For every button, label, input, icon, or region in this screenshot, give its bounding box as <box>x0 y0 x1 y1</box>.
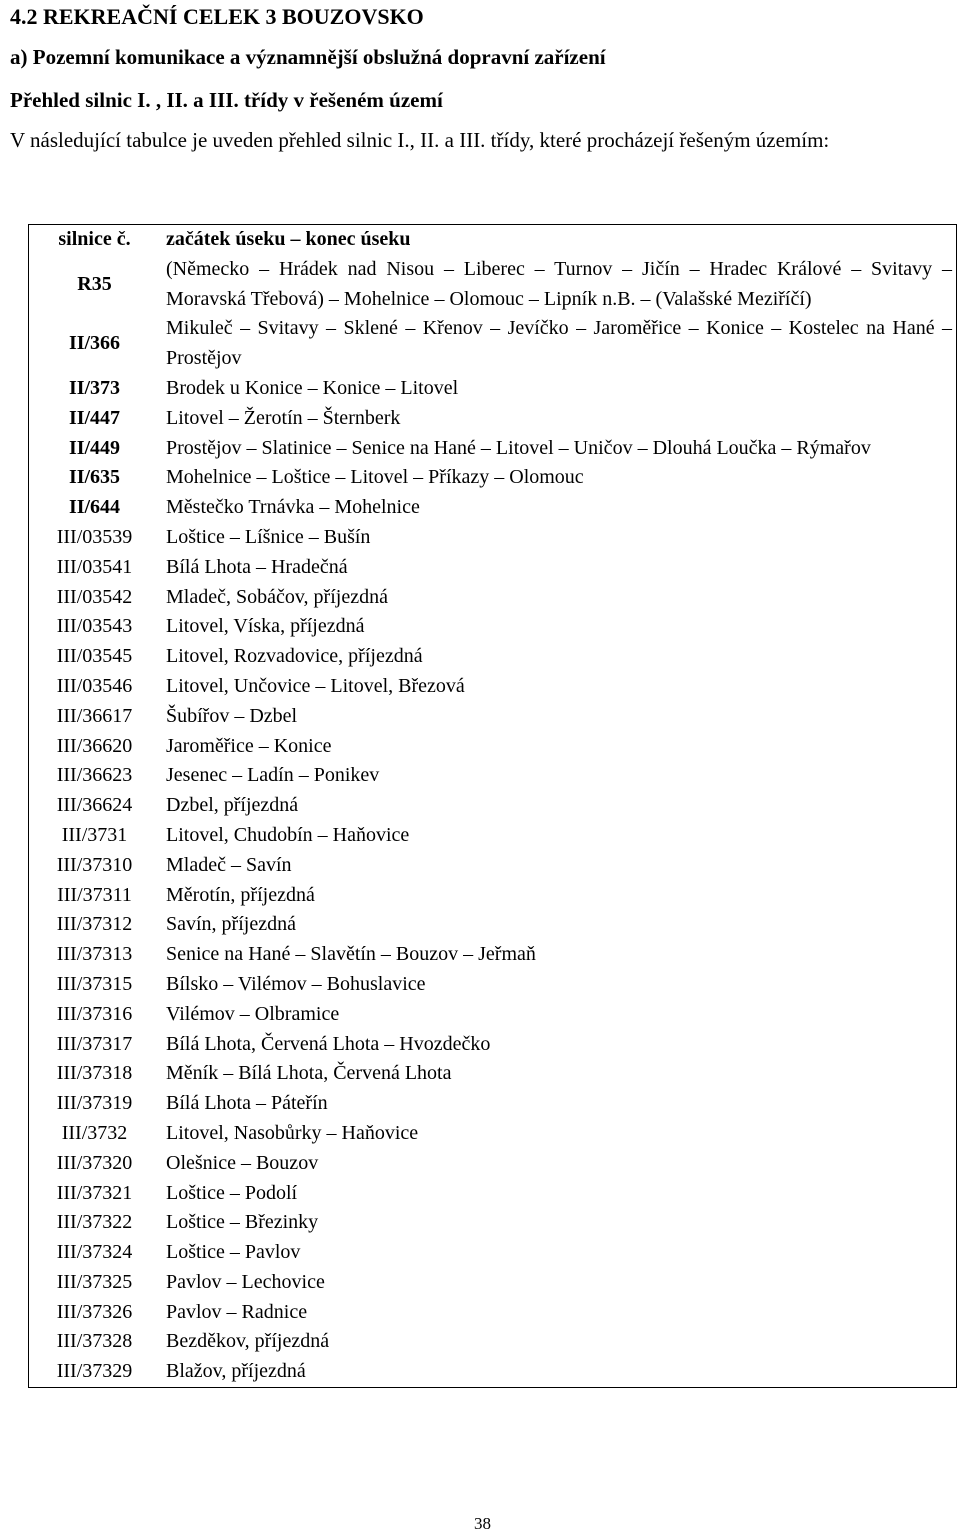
intro-paragraph: V následující tabulce je uveden přehled silnic I., II. a III. třídy, které procházejí řešeným územím: <box>10 128 830 152</box>
road-route-cell: Mladeč – Savín <box>166 853 292 876</box>
table-row <box>29 314 957 374</box>
table-row <box>29 523 957 553</box>
table-row <box>29 1327 957 1357</box>
road-code-cell: III/37313 <box>56 943 133 966</box>
table-row <box>29 1059 957 1089</box>
road-code-cell: II/644 <box>68 496 121 519</box>
table-row <box>29 255 957 315</box>
table-row <box>29 1298 957 1328</box>
road-code-cell: III/37312 <box>56 913 133 936</box>
table-row <box>29 1268 957 1298</box>
table-row <box>29 821 957 851</box>
table-row <box>29 1149 957 1179</box>
road-route-cell: Měrotín, příjezdná <box>166 883 315 906</box>
table-row <box>29 1030 957 1060</box>
road-route-cell: Městečko Trnávka – Mohelnice <box>166 496 420 519</box>
road-code-cell: III/37329 <box>56 1360 133 1383</box>
road-route-cell: Mohelnice – Loštice – Litovel – Příkazy – Olomouc <box>166 466 584 489</box>
road-route-cell: Loštice – Pavlov <box>166 1241 301 1264</box>
road-route-cell: (Německo – Hrádek nad Nisou – Liberec – Turnov – Jičín – Hradec Králové – Svitavy – Moravská Třebová) – Mohelnice – Olomouc – Lipník n.B. – (Valašské Meziříčí) <box>166 257 952 310</box>
road-route-cell: Mikuleč – Svitavy – Sklené – Křenov – Jevíčko – Jaroměřice – Konice – Kostelec na Hané – Prostějov <box>166 317 952 370</box>
table-row <box>29 1000 957 1030</box>
road-route-cell: Bezděkov, příjezdná <box>166 1330 330 1353</box>
road-code-cell: III/37319 <box>56 1092 133 1115</box>
table-header-row <box>29 225 957 255</box>
table-row <box>29 791 957 821</box>
road-code-cell: III/37325 <box>56 1270 133 1293</box>
table-row <box>29 583 957 613</box>
road-route-cell: Loštice – Líšnice – Bušín <box>166 525 371 548</box>
road-code-cell: III/03541 <box>56 555 133 578</box>
table-row <box>29 702 957 732</box>
roads-table <box>28 224 957 1388</box>
table-row <box>29 672 957 702</box>
road-route-cell: Loštice – Březinky <box>166 1211 319 1234</box>
table-row <box>29 434 957 464</box>
table-row <box>29 940 957 970</box>
road-route-cell: Jaroměřice – Konice <box>166 734 332 757</box>
road-code-cell: II/373 <box>68 376 121 399</box>
road-route-cell: Jesenec – Ladín – Ponikev <box>166 764 380 787</box>
road-code-cell: III/03542 <box>56 585 133 608</box>
road-code-cell: III/37322 <box>56 1211 133 1234</box>
road-route-cell: Bílá Lhota, Červená Lhota – Hvozdečko <box>166 1032 491 1055</box>
road-route-cell: Bílsko – Vilémov – Bohuslavice <box>166 972 426 995</box>
table-row <box>29 404 957 434</box>
road-code-cell: III/37326 <box>56 1300 133 1323</box>
road-route-cell: Šubířov – Dzbel <box>166 704 298 727</box>
road-route-cell: Pavlov – Lechovice <box>166 1270 325 1293</box>
road-code-cell: III/37321 <box>56 1181 133 1204</box>
road-code-cell: III/37315 <box>56 972 133 995</box>
header-route-cell: začátek úseku – konec úseku <box>166 228 411 250</box>
road-route-cell: Brodek u Konice – Konice – Litovel <box>166 376 459 399</box>
road-route-cell: Bílá Lhota – Páteřín <box>166 1092 328 1115</box>
header-code-cell: silnice č. <box>58 228 131 250</box>
table-row <box>29 1208 957 1238</box>
road-route-cell: Litovel, Víska, příjezdná <box>166 615 365 638</box>
road-code-cell: II/449 <box>68 436 121 459</box>
road-code-cell: II/366 <box>68 332 121 355</box>
table-row <box>29 1357 957 1387</box>
table-row <box>29 881 957 911</box>
road-code-cell: III/37317 <box>56 1032 133 1055</box>
road-code-cell: III/37311 <box>57 883 132 906</box>
table-row <box>29 910 957 940</box>
table-section-title: Přehled silnic I. , II. a III. třídy v řešeném území <box>10 88 443 112</box>
subsection-heading: a) Pozemní komunikace a významnější obslužná dopravní zařízení <box>10 45 606 69</box>
road-route-cell: Litovel – Žerotín – Šternberk <box>166 406 401 429</box>
section-heading: 4.2 REKREAČNÍ CELEK 3 BOUZOVSKO <box>10 4 424 29</box>
road-code-cell: II/635 <box>68 466 121 489</box>
road-code-cell: III/03539 <box>56 525 133 548</box>
table-row <box>29 1179 957 1209</box>
road-route-cell: Pavlov – Radnice <box>166 1300 308 1323</box>
road-route-cell: Litovel, Chudobín – Haňovice <box>166 823 410 846</box>
road-code-cell: R35 <box>77 272 112 295</box>
road-code-cell: III/3732 <box>61 1121 128 1144</box>
table-row <box>29 612 957 642</box>
road-route-cell: Dzbel, příjezdná <box>166 794 299 817</box>
table-row <box>29 1089 957 1119</box>
road-route-cell: Měník – Bílá Lhota, Červená Lhota <box>166 1062 452 1085</box>
table-row <box>29 851 957 881</box>
table-row <box>29 732 957 762</box>
road-code-cell: III/37320 <box>56 1151 133 1174</box>
road-route-cell: Litovel, Unčovice – Litovel, Březová <box>166 674 465 697</box>
road-code-cell: III/36617 <box>56 704 133 727</box>
road-route-cell: Mladeč, Sobáčov, příjezdná <box>166 585 388 608</box>
road-route-cell: Vilémov – Olbramice <box>166 1002 340 1025</box>
table-row <box>29 463 957 493</box>
table-row <box>29 1119 957 1149</box>
road-code-cell: III/03543 <box>56 615 133 638</box>
road-code-cell: II/447 <box>68 406 121 429</box>
road-code-cell: III/03546 <box>56 674 133 697</box>
road-route-cell: Loštice – Podolí <box>166 1181 298 1204</box>
table-row <box>29 1238 957 1268</box>
table-row <box>29 761 957 791</box>
road-route-cell: Olešnice – Bouzov <box>166 1151 319 1174</box>
road-code-cell: III/37324 <box>56 1241 133 1264</box>
road-code-cell: III/37310 <box>56 853 133 876</box>
road-code-cell: III/36623 <box>56 764 133 787</box>
road-code-cell: III/37328 <box>56 1330 133 1353</box>
road-route-cell: Senice na Hané – Slavětín – Bouzov – Jeřmaň <box>166 943 536 966</box>
road-code-cell: III/37316 <box>56 1002 133 1025</box>
road-route-cell: Litovel, Rozvadovice, příjezdná <box>166 645 423 668</box>
table-row <box>29 970 957 1000</box>
road-code-cell: III/03545 <box>56 645 133 668</box>
road-code-cell: III/36624 <box>56 794 133 817</box>
page-number: 38 <box>474 1514 491 1533</box>
road-route-cell: Litovel, Nasobůrky – Haňovice <box>166 1121 419 1144</box>
table-row <box>29 553 957 583</box>
road-code-cell: III/3731 <box>61 823 128 846</box>
table-row <box>29 493 957 523</box>
road-code-cell: III/36620 <box>56 734 133 757</box>
table-row <box>29 374 957 404</box>
road-route-cell: Savín, příjezdná <box>166 913 296 936</box>
road-route-cell: Blažov, příjezdná <box>166 1360 306 1383</box>
road-code-cell: III/37318 <box>56 1062 133 1085</box>
road-route-cell: Prostějov – Slatinice – Senice na Hané – Litovel – Uničov – Dlouhá Loučka – Rýmařov <box>166 436 871 459</box>
road-route-cell: Bílá Lhota – Hradečná <box>166 555 348 578</box>
table-row <box>29 642 957 672</box>
